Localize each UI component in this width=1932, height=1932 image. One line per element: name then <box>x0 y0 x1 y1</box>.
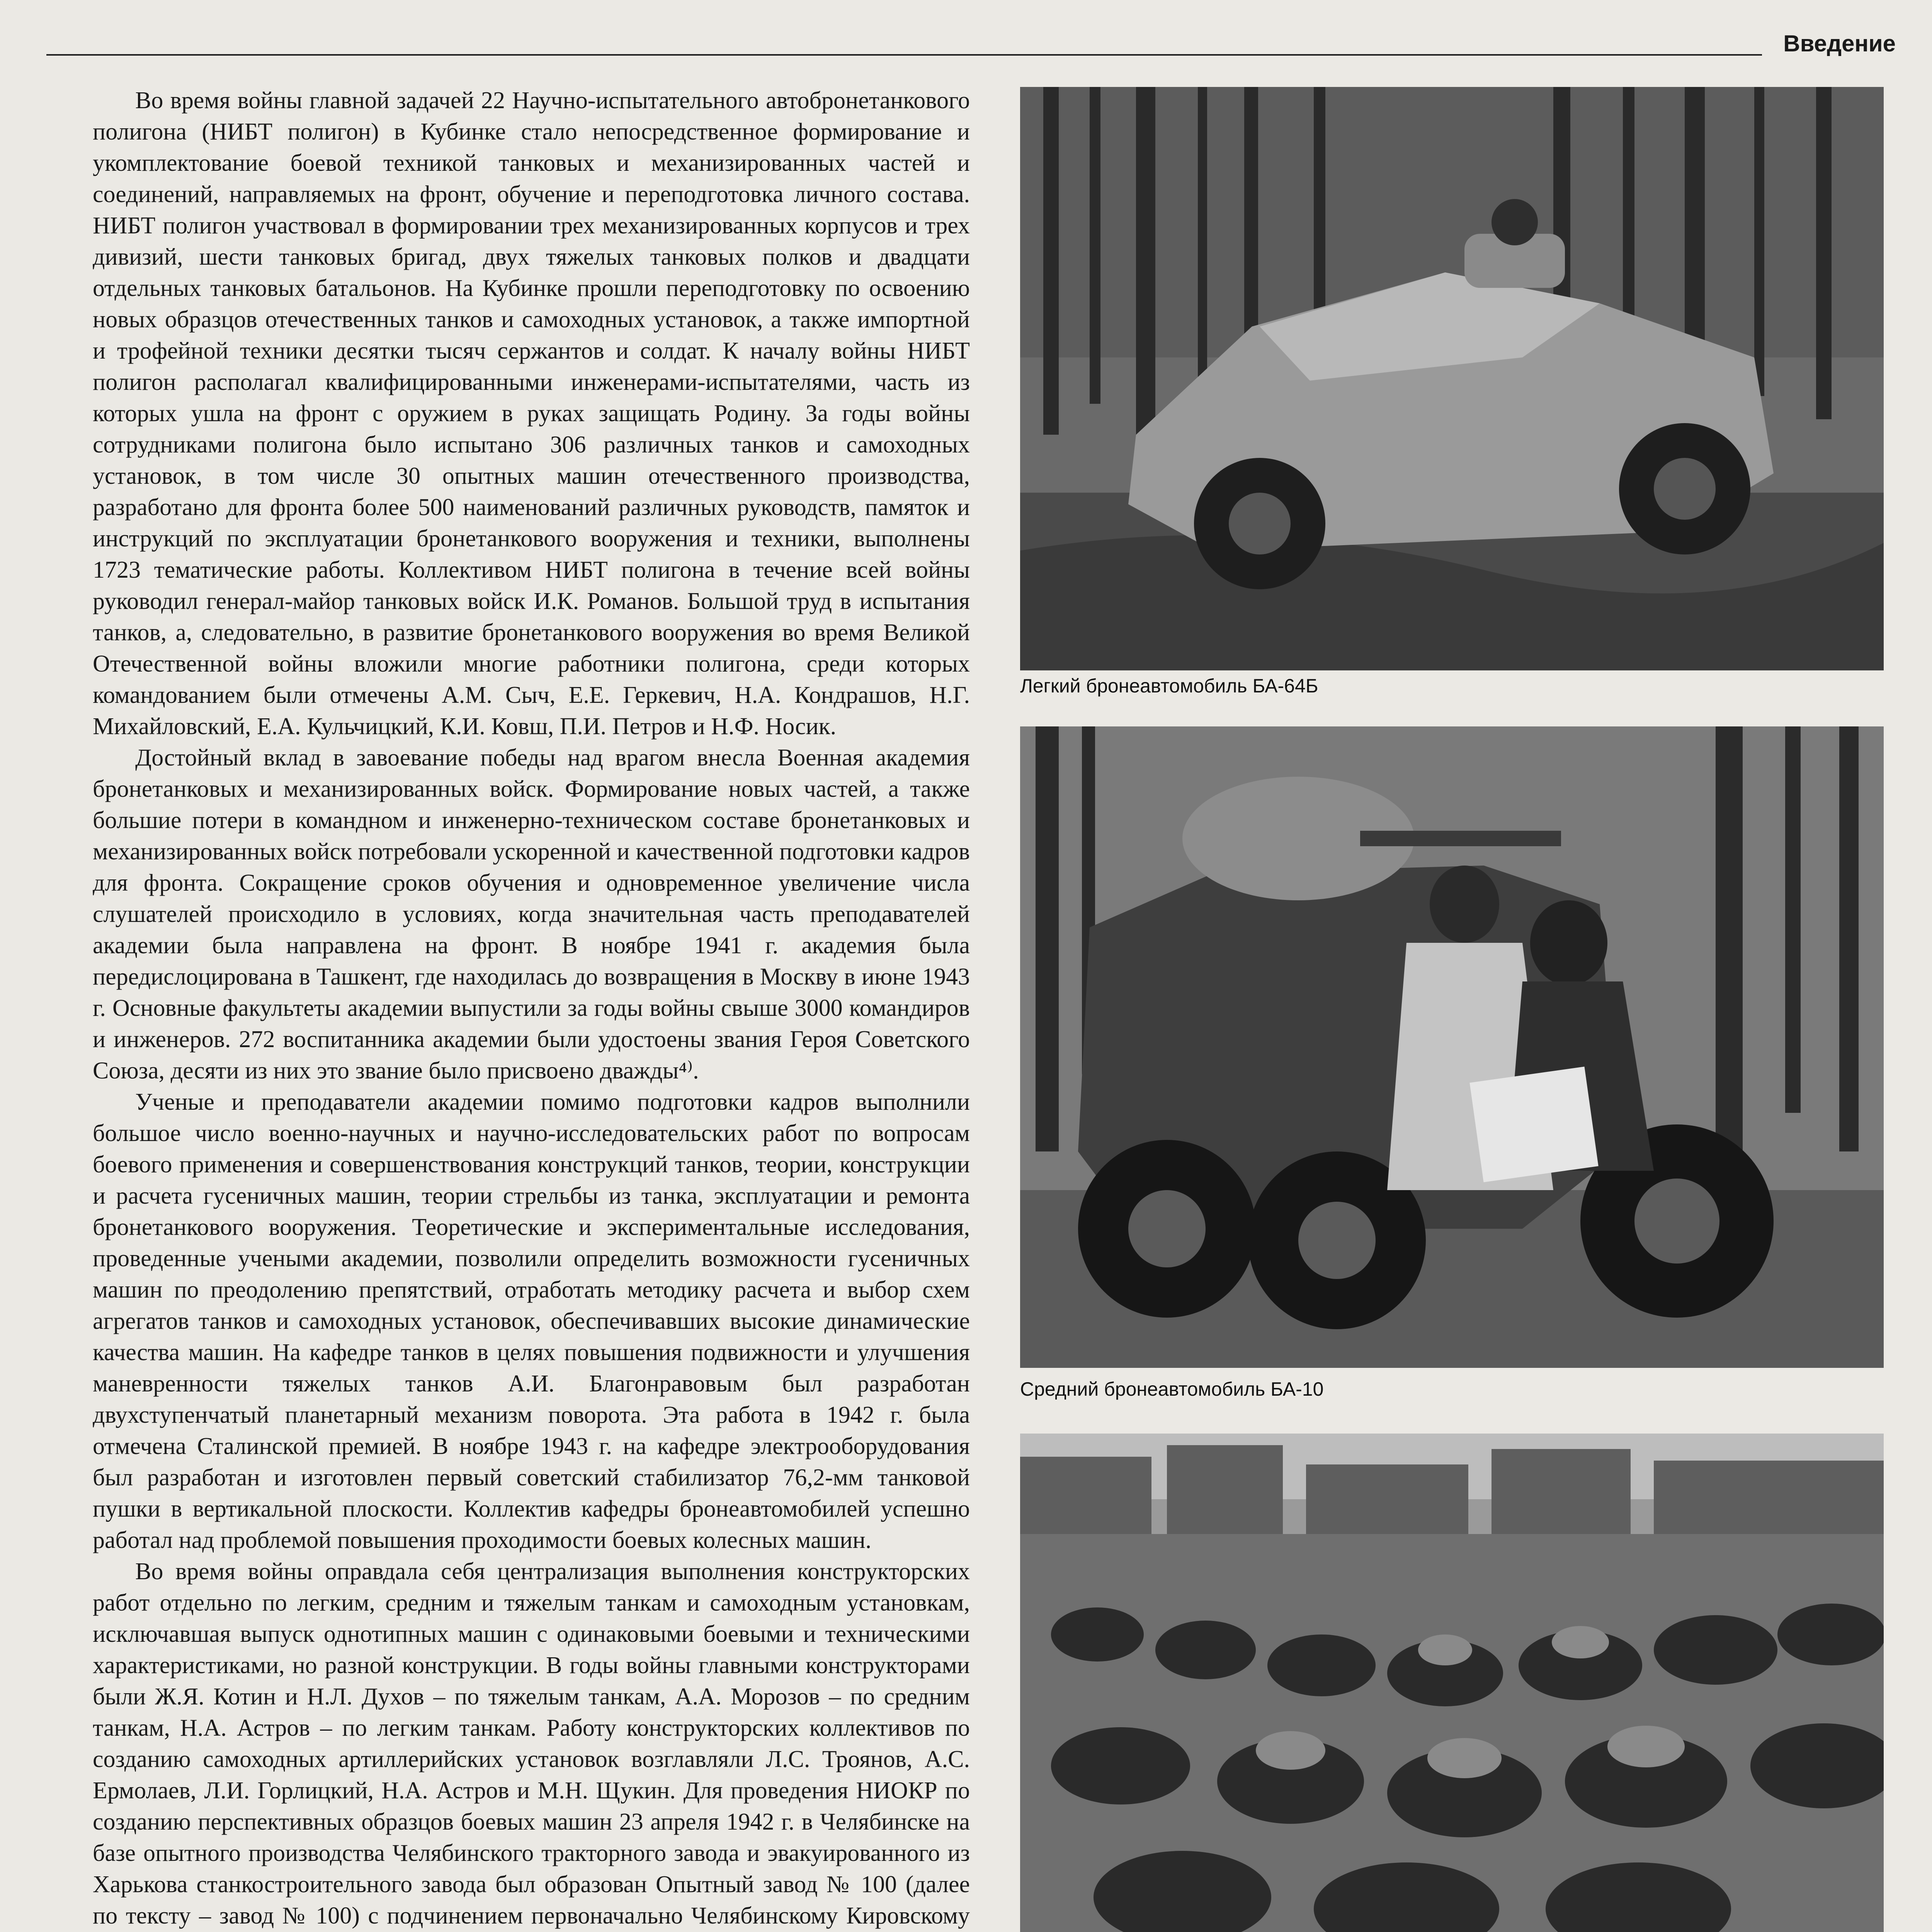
photo-ba-10 <box>1020 726 1884 1368</box>
paragraph: Достойный вклад в завоевание победы над врагом внесла Военная академия бронетанковых и механизированных войск. Формирование новых частей, а также большие потери в командном и инженерно-техническом составе бронетанковых и механизированных войск потребовали ускоренной и качественной подготовки кадров для фронта. Сокращение сроков обучения и одновременное увеличение числа слушателей происходило в условиях, когда значительная часть преподавателей академии была направлена на фронт. В ноябре 1941 г. академия была передислоцирована в Ташкент, где находилась до возвращения в Москву в июне 1943 г. Основные факультеты академии выпустили за годы войны свыше 3000 командиров и инженеров. 272 воспитанника академии были удостоены звания Героя Советского Союза, десяти из них это звание было присвоено дважды⁴⁾. <box>93 745 970 1084</box>
armored-cars-ba-20-image <box>1020 1434 1884 1932</box>
paragraph: Во время войны оправдала себя централизация выполнения конструкторских работ отдельно по легким, средним и тяжелым танкам и самоходным установкам, исключавшая выпуск однотипных машин с одинаковыми боевыми и техническими характеристиками, но разной конструкции. В годы войны главными конструкторами были Ж.Я. Котин и Н.Л. Духов – по тяжелым танкам, А.А. Морозов – по средним танкам, Н.А. Астров – по легким танкам. Работу конструкторских коллективов по созданию самоходных артиллерийских установок возглавляли Л.С. Троянов, А.С. Ермолаев, Л.И. Горлицкий, Н.А. Астров и М.Н. Щукин. Для проведения НИОКР по созданию перспективных образцов боевых машин 23 апреля 1942 г. в Челябинске на базе опытного производства Челябинского тракторного завода и эвакуированного из Харькова станкостроительного завода был образован Опытный завод № 100 (далее по тексту – завод № 100) с подчинением первоначально Челябинскому Кировскому <box>93 1558 970 1929</box>
section-title: Введение <box>1776 30 1896 57</box>
header-rule <box>46 54 1762 56</box>
armored-car-ba-64b-image <box>1020 87 1884 670</box>
photo-ba-64b <box>1020 87 1884 670</box>
photo-caption: Легкий бронеавтомобиль БА-64Б <box>1020 675 1318 697</box>
photo-ba-20 <box>1020 1434 1884 1932</box>
paragraph: Во время войны главной задачей 22 Научно-испытательного автобронетанкового полигона (НИБТ полигон) в Кубинке стало непосредственное формирование и укомплектование боевой техникой танковых и механизированных частей и соединений, направляемых на фронт, обучение и переподготовка личного состава. НИБТ полигон участвовал в формировании трех механизированных корпусов и трех дивизий, шести танковых бригад, двух тяжелых танковых полков и двадцати отдельных танковых батальонов. На Кубинке прошли переподготовку по освоению новых образцов отечественных танков и самоходных установок, а также импортной и трофейной техники десятки тысяч сержантов и солдат. К началу войны НИБТ полигон располагал квалифицированными инженерами-испытателями, часть из которых ушла на фронт с оружием в руках защищать Родину. За годы войны сотрудниками полигона было испытано 306 различных танков и самоходных установок, в том числе 30 опытных машин отечественного производства, разработано для фронта более 500 наименований различных руководств, памяток и инструкций по эксплуатации бронетанкового вооружения и техники, выполнены 1723 тематические работы. Коллективом НИБТ полигона в течение всей войны руководил генерал-майор танковых войск И.К. Романов. Большой труд в испытания танков, а, следовательно, в развитие бронетанкового вооружения во время Великой Отечественной войны вложили многие работники полигона, среди которых командованием были отмечены А.М. Сыч, Е.Е. Геркевич, Н.А. Кондрашов, Н.Г. Михайловский, Е.А. Кульчицкий, К.И. Ковш, П.И. Петров и Н.Ф. Носик. <box>93 87 970 740</box>
left-text-column <box>93 85 970 1932</box>
photo-caption: Средний бронеавтомобиль БА-10 <box>1020 1378 1324 1400</box>
armored-car-ba-10-image <box>1020 726 1884 1368</box>
paragraph: Ученые и преподаватели академии помимо подготовки кадров выполнили большое число военно-научных и научно-исследовательских работ по вопросам боевого применения и совершенствования конструкций танков, теории, конструкции и расчета гусеничных машин, теории стрельбы из танка, эксплуатации и ремонта бронетанкового вооружения. Теоретические и экспериментальные исследования, проведенные учеными академии, позволили определить возможности гусеничных машин по преодолению препятствий, отработать методику расчета и выбор схем агрегатов танков и самоходных установок, обеспечивавших высокие динамические качества машин. На кафедре танков в целях повышения подвижности и улучшения маневренности тяжелых танков А.И. Благонравовым был разработан двухступенчатый планетарный механизм поворота. Эта работа в 1942 г. была отмечена Сталинской премией. В ноябре 1943 г. на кафедре электрооборудования был разработан и изготовлен первый советский стабилизатор 76,2-мм танковой пушки в вертикальной плоскости. Коллектив кафедры бронеавтомобилей успешно работал над проблемой повышения проходимости боевых колесных машин. <box>93 1089 970 1553</box>
